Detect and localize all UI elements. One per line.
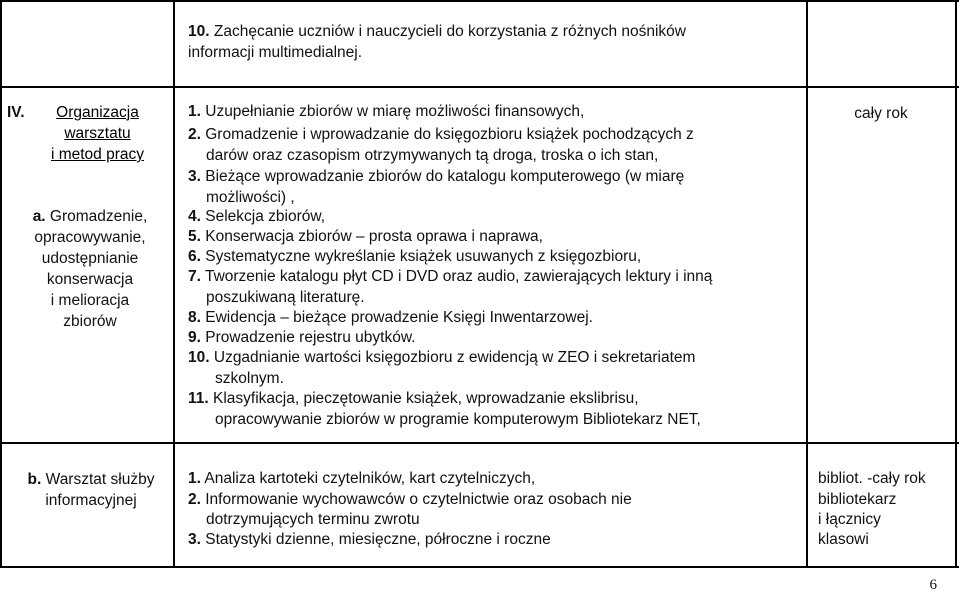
row1-line2: informacji multimedialnej. [188, 44, 363, 61]
item-text: Klasyfikacja, pieczętowanie książek, wprowadzanie ekslibrisu, [208, 390, 639, 407]
item-text: Ewidencja – bieżące prowadzenie Księgi Inwentarzowej. [200, 309, 593, 326]
list-item-continuation: darów oraz czasopism otrzymywanych tą droga, troska o ich stan, [206, 147, 659, 164]
subsection-label: b. [27, 471, 42, 488]
responsible-line: i łącznicy [818, 511, 881, 528]
row1-line1 [188, 22, 686, 43]
item-text: Uzgadnianie wartości księgozbioru z ewidencją w ZEO i sekretariatem [209, 349, 696, 366]
responsible-line: klasowi [818, 531, 869, 548]
subsection-label: a. [32, 208, 46, 225]
list-item [188, 530, 551, 551]
list-item-continuation: możliwości) , [206, 189, 295, 206]
subsection-b-line2: informacyjnej [45, 492, 137, 509]
row-divider [0, 442, 959, 444]
item-number: 2. [188, 491, 201, 508]
item-number: 1. [188, 470, 201, 487]
item-number: 11. [188, 390, 209, 407]
responsible-line: bibliotekarz [818, 491, 897, 508]
page-number: 6 [929, 577, 937, 593]
list-item [188, 267, 712, 288]
list-item [188, 125, 694, 146]
subsection-text: Warsztat służby [41, 471, 155, 488]
subsection-a-line2: opracowywanie, [34, 229, 146, 246]
list-item [188, 247, 641, 268]
item-number: 3. [188, 168, 201, 185]
list-item [188, 308, 593, 329]
item-text: Prowadzenie rejestru ubytków. [200, 329, 416, 346]
roman-label: IV. [7, 104, 25, 121]
list-item-continuation: dotrzymujących terminu zwrotu [206, 511, 420, 528]
list-item [188, 389, 639, 410]
item-number: 9. [188, 329, 201, 346]
item-text: Konserwacja zbiorów – prosta oprawa i naprawa, [200, 228, 543, 245]
roman-numeral [7, 103, 25, 124]
item-number: 5. [188, 228, 201, 245]
item-number: 10. [188, 349, 210, 366]
column-divider [173, 0, 175, 568]
item-text: Selekcja zbiorów, [200, 208, 325, 225]
item-number: 2. [188, 126, 201, 143]
list-item-continuation: poszukiwaną literaturę. [206, 289, 365, 306]
list-item [188, 348, 695, 369]
list-item [188, 328, 415, 349]
section-title-2: warsztatu [64, 125, 131, 142]
subsection-a-line3: udostępnianie [41, 250, 139, 267]
list-item-continuation: opracowywanie zbiorów w programie komputerowym Bibliotekarz NET, [215, 411, 701, 428]
subsection-a-line5: i melioracja [50, 292, 130, 309]
subsection-a-title [14, 207, 166, 228]
list-item [188, 167, 684, 188]
section-title-3: i metod pracy [50, 146, 145, 163]
item-text: Bieżące wprowadzanie zbiorów do katalogu komputerowego (w miarę [200, 168, 685, 185]
item-text: Uzupełnianie zbiorów w miarę możliwości finansowych, [200, 103, 585, 120]
responsible-line: bibliot. -cały rok [818, 470, 926, 487]
item-text: Zachęcanie uczniów i nauczycieli do korzystania z różnych nośników [209, 23, 686, 40]
item-number: 7. [188, 268, 201, 285]
item-number: 1. [188, 103, 201, 120]
item-number: 3. [188, 531, 201, 548]
item-number: 4. [188, 208, 201, 225]
subsection-a-line6: zbiorów [63, 313, 117, 330]
item-number: 10. [188, 23, 210, 40]
item-text: Statystyki dzienne, miesięczne, półroczne i roczne [200, 531, 551, 548]
list-item [188, 227, 543, 248]
subsection-text: Gromadzenie, [45, 208, 148, 225]
list-item [188, 490, 632, 511]
item-text: Tworzenie katalogu płyt CD i DVD oraz audio, zawierających lektury i inną [200, 268, 713, 285]
section-title-1: Organizacja [56, 104, 139, 121]
item-text: Systematyczne wykreślanie książek usuwanych z księgozbioru, [200, 248, 642, 265]
time-frame: cały rok [854, 105, 908, 122]
subsection-a-line4: konserwacja [46, 271, 134, 288]
item-text: Gromadzenie i wprowadzanie do księgozbioru książek pochodzących z [200, 126, 694, 143]
table-border-top [0, 0, 959, 2]
item-number: 6. [188, 248, 201, 265]
list-item [188, 207, 325, 228]
item-number: 8. [188, 309, 201, 326]
row-divider [0, 86, 959, 88]
subsection-b-title [10, 470, 172, 491]
column-divider [0, 0, 2, 568]
list-item [188, 469, 535, 490]
table-border-bottom [0, 566, 959, 568]
list-item-continuation: szkolnym. [215, 370, 284, 387]
column-divider [806, 0, 808, 568]
item-text: Analiza kartoteki czytelników, kart czytelniczych, [200, 470, 536, 487]
list-item [188, 102, 584, 123]
column-divider [955, 0, 957, 568]
item-text: Informowanie wychowawców o czytelnictwie oraz osobach nie [200, 491, 632, 508]
